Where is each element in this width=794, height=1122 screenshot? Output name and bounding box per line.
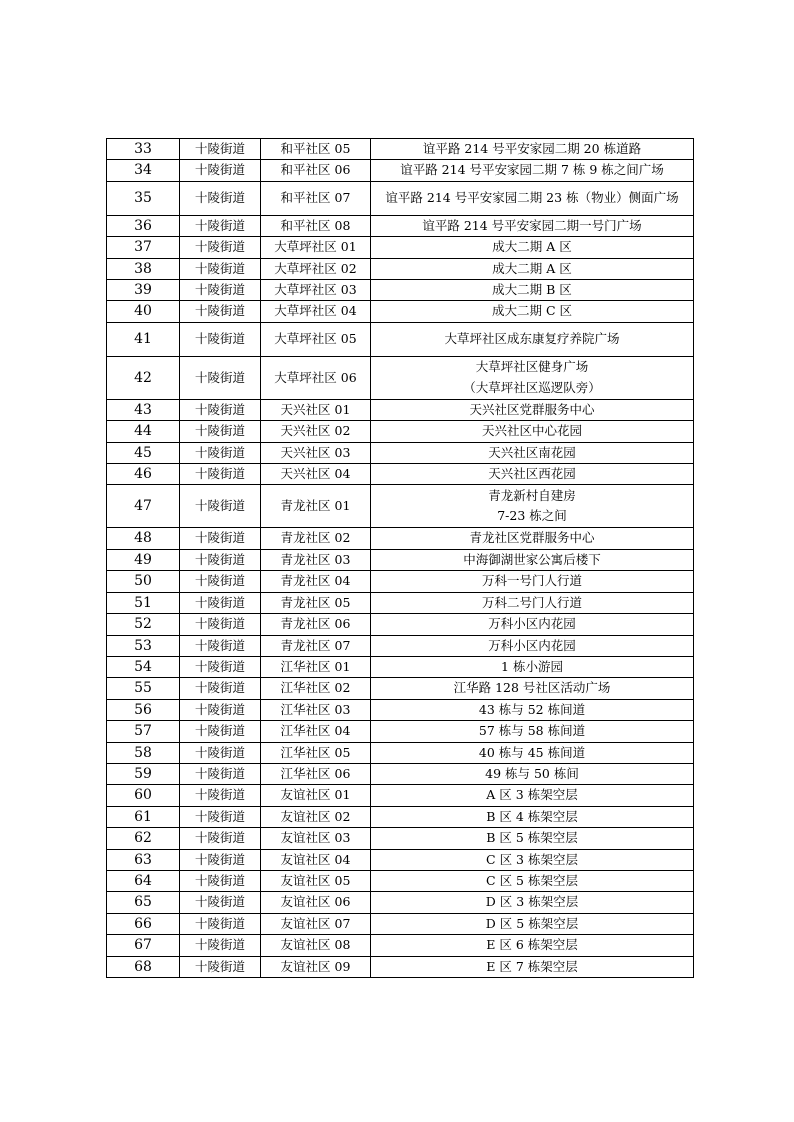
location-line-2: 7-23 栋之间 [497, 508, 567, 524]
community-code: 和平社区 08 [261, 215, 371, 236]
location-cell: 谊平路 214 号平安家园二期一号门广场 [371, 215, 694, 236]
street-name: 十陵街道 [180, 614, 261, 635]
table-body [107, 139, 694, 978]
row-number: 64 [107, 870, 180, 891]
location-cell: 谊平路 214 号平安家园二期 23 栋（物业）侧面广场 [371, 181, 694, 215]
community-code: 和平社区 05 [261, 139, 371, 160]
table-row [107, 806, 694, 827]
row-number: 40 [107, 301, 180, 322]
street-name: 十陵街道 [180, 421, 261, 442]
row-number: 61 [107, 806, 180, 827]
street-name: 十陵街道 [180, 356, 261, 399]
street-name: 十陵街道 [180, 828, 261, 849]
street-name: 十陵街道 [180, 870, 261, 891]
street-name: 十陵街道 [180, 656, 261, 677]
community-code: 青龙社区 01 [261, 485, 371, 528]
street-name: 十陵街道 [180, 721, 261, 742]
row-number: 65 [107, 892, 180, 913]
community-code: 大草坪社区 06 [261, 356, 371, 399]
row-number: 56 [107, 699, 180, 720]
community-code: 江华社区 04 [261, 721, 371, 742]
location-cell: 万科二号门人行道 [371, 592, 694, 613]
community-code: 友谊社区 03 [261, 828, 371, 849]
street-name: 十陵街道 [180, 301, 261, 322]
location-cell: 40 栋与 45 栋间道 [371, 742, 694, 763]
table-row [107, 635, 694, 656]
row-number: 41 [107, 322, 180, 356]
table-row [107, 892, 694, 913]
community-code: 友谊社区 02 [261, 806, 371, 827]
table-row [107, 485, 694, 528]
table-row [107, 160, 694, 181]
location-cell: 43 栋与 52 栋间道 [371, 699, 694, 720]
street-name: 十陵街道 [180, 464, 261, 485]
table-row [107, 721, 694, 742]
row-number: 59 [107, 763, 180, 784]
location-cell: 天兴社区党群服务中心 [371, 399, 694, 420]
table-row [107, 742, 694, 763]
table-row [107, 849, 694, 870]
location-cell: 1 栋小游园 [371, 656, 694, 677]
community-code: 青龙社区 07 [261, 635, 371, 656]
street-name: 十陵街道 [180, 322, 261, 356]
street-name: 十陵街道 [180, 485, 261, 528]
table-row [107, 464, 694, 485]
row-number: 51 [107, 592, 180, 613]
row-number: 68 [107, 956, 180, 977]
row-number: 46 [107, 464, 180, 485]
table-row [107, 322, 694, 356]
row-number: 53 [107, 635, 180, 656]
location-cell [371, 356, 694, 399]
location-cell: 万科小区内花园 [371, 614, 694, 635]
street-name: 十陵街道 [180, 956, 261, 977]
location-cell: 江华路 128 号社区活动广场 [371, 678, 694, 699]
location-cell: A 区 3 栋架空层 [371, 785, 694, 806]
row-number: 37 [107, 237, 180, 258]
location-table [106, 138, 694, 978]
table-row [107, 699, 694, 720]
row-number: 49 [107, 549, 180, 570]
location-cell: 万科小区内花园 [371, 635, 694, 656]
community-code: 青龙社区 03 [261, 549, 371, 570]
row-number: 45 [107, 442, 180, 463]
street-name: 十陵街道 [180, 528, 261, 549]
row-number: 55 [107, 678, 180, 699]
table-row [107, 956, 694, 977]
location-cell: 天兴社区中心花园 [371, 421, 694, 442]
table-row [107, 215, 694, 236]
table-row [107, 549, 694, 570]
street-name: 十陵街道 [180, 442, 261, 463]
location-cell: 谊平路 214 号平安家园二期 7 栋 9 栋之间广场 [371, 160, 694, 181]
community-code: 天兴社区 02 [261, 421, 371, 442]
community-code: 天兴社区 04 [261, 464, 371, 485]
table-row [107, 301, 694, 322]
table-row [107, 828, 694, 849]
location-cell: 成大二期 A 区 [371, 258, 694, 279]
table-row [107, 356, 694, 399]
row-number: 66 [107, 913, 180, 934]
community-code: 友谊社区 04 [261, 849, 371, 870]
table-row [107, 614, 694, 635]
table-row [107, 870, 694, 891]
location-line-1: 大草坪社区健身广场 [475, 359, 589, 375]
location-cell [371, 485, 694, 528]
row-number: 39 [107, 280, 180, 301]
community-code: 友谊社区 05 [261, 870, 371, 891]
table-row [107, 399, 694, 420]
community-code: 青龙社区 05 [261, 592, 371, 613]
location-cell: 中海御湖世家公寓后楼下 [371, 549, 694, 570]
row-number: 60 [107, 785, 180, 806]
table-row [107, 592, 694, 613]
community-code: 大草坪社区 05 [261, 322, 371, 356]
row-number: 54 [107, 656, 180, 677]
table-row [107, 678, 694, 699]
row-number: 35 [107, 181, 180, 215]
street-name: 十陵街道 [180, 399, 261, 420]
row-number: 48 [107, 528, 180, 549]
table-row [107, 935, 694, 956]
community-code: 和平社区 07 [261, 181, 371, 215]
street-name: 十陵街道 [180, 635, 261, 656]
location-cell: E 区 6 栋架空层 [371, 935, 694, 956]
table-row [107, 528, 694, 549]
location-cell: 万科一号门人行道 [371, 571, 694, 592]
location-cell: 57 栋与 58 栋间道 [371, 721, 694, 742]
street-name: 十陵街道 [180, 699, 261, 720]
street-name: 十陵街道 [180, 892, 261, 913]
community-code: 大草坪社区 02 [261, 258, 371, 279]
street-name: 十陵街道 [180, 785, 261, 806]
community-code: 江华社区 02 [261, 678, 371, 699]
community-code: 友谊社区 06 [261, 892, 371, 913]
table-row [107, 139, 694, 160]
location-cell: C 区 3 栋架空层 [371, 849, 694, 870]
table-row [107, 763, 694, 784]
row-number: 62 [107, 828, 180, 849]
row-number: 58 [107, 742, 180, 763]
community-code: 友谊社区 09 [261, 956, 371, 977]
street-name: 十陵街道 [180, 806, 261, 827]
street-name: 十陵街道 [180, 237, 261, 258]
table-row [107, 181, 694, 215]
location-cell: D 区 5 栋架空层 [371, 913, 694, 934]
community-code: 大草坪社区 01 [261, 237, 371, 258]
street-name: 十陵街道 [180, 849, 261, 870]
community-code: 江华社区 03 [261, 699, 371, 720]
street-name: 十陵街道 [180, 913, 261, 934]
table-row [107, 258, 694, 279]
row-number: 43 [107, 399, 180, 420]
location-cell: 成大二期 C 区 [371, 301, 694, 322]
location-cell: 青龙社区党群服务中心 [371, 528, 694, 549]
table-row [107, 913, 694, 934]
table-row [107, 785, 694, 806]
row-number: 36 [107, 215, 180, 236]
row-number: 47 [107, 485, 180, 528]
location-cell: 成大二期 A 区 [371, 237, 694, 258]
community-code: 江华社区 06 [261, 763, 371, 784]
street-name: 十陵街道 [180, 181, 261, 215]
table-row [107, 280, 694, 301]
location-cell: D 区 3 栋架空层 [371, 892, 694, 913]
location-cell: 成大二期 B 区 [371, 280, 694, 301]
row-number: 44 [107, 421, 180, 442]
row-number: 33 [107, 139, 180, 160]
location-line-1: 青龙新村自建房 [488, 488, 576, 504]
street-name: 十陵街道 [180, 139, 261, 160]
street-name: 十陵街道 [180, 549, 261, 570]
street-name: 十陵街道 [180, 935, 261, 956]
location-cell: 天兴社区西花园 [371, 464, 694, 485]
location-cell: E 区 7 栋架空层 [371, 956, 694, 977]
community-code: 青龙社区 02 [261, 528, 371, 549]
row-number: 38 [107, 258, 180, 279]
row-number: 63 [107, 849, 180, 870]
table-row [107, 442, 694, 463]
location-cell: 49 栋与 50 栋间 [371, 763, 694, 784]
street-name: 十陵街道 [180, 571, 261, 592]
location-cell: 谊平路 214 号平安家园二期 20 栋道路 [371, 139, 694, 160]
community-code: 友谊社区 08 [261, 935, 371, 956]
location-cell: B 区 4 栋架空层 [371, 806, 694, 827]
table-row [107, 421, 694, 442]
table-row [107, 656, 694, 677]
community-code: 青龙社区 06 [261, 614, 371, 635]
street-name: 十陵街道 [180, 280, 261, 301]
street-name: 十陵街道 [180, 678, 261, 699]
street-name: 十陵街道 [180, 258, 261, 279]
row-number: 57 [107, 721, 180, 742]
row-number: 50 [107, 571, 180, 592]
street-name: 十陵街道 [180, 160, 261, 181]
row-number: 34 [107, 160, 180, 181]
community-code: 大草坪社区 03 [261, 280, 371, 301]
location-cell: 天兴社区南花园 [371, 442, 694, 463]
community-code: 青龙社区 04 [261, 571, 371, 592]
row-number: 52 [107, 614, 180, 635]
location-cell: C 区 5 栋架空层 [371, 870, 694, 891]
community-code: 天兴社区 01 [261, 399, 371, 420]
community-code: 天兴社区 03 [261, 442, 371, 463]
community-code: 江华社区 05 [261, 742, 371, 763]
community-code: 江华社区 01 [261, 656, 371, 677]
location-line-2: （大草坪社区巡逻队旁） [463, 379, 601, 395]
community-code: 和平社区 06 [261, 160, 371, 181]
community-code: 友谊社区 01 [261, 785, 371, 806]
community-code: 大草坪社区 04 [261, 301, 371, 322]
street-name: 十陵街道 [180, 215, 261, 236]
table-row [107, 571, 694, 592]
street-name: 十陵街道 [180, 763, 261, 784]
location-cell: B 区 5 栋架空层 [371, 828, 694, 849]
row-number: 67 [107, 935, 180, 956]
street-name: 十陵街道 [180, 742, 261, 763]
street-name: 十陵街道 [180, 592, 261, 613]
community-code: 友谊社区 07 [261, 913, 371, 934]
table-row [107, 237, 694, 258]
row-number: 42 [107, 356, 180, 399]
location-cell: 大草坪社区成东康复疗养院广场 [371, 322, 694, 356]
